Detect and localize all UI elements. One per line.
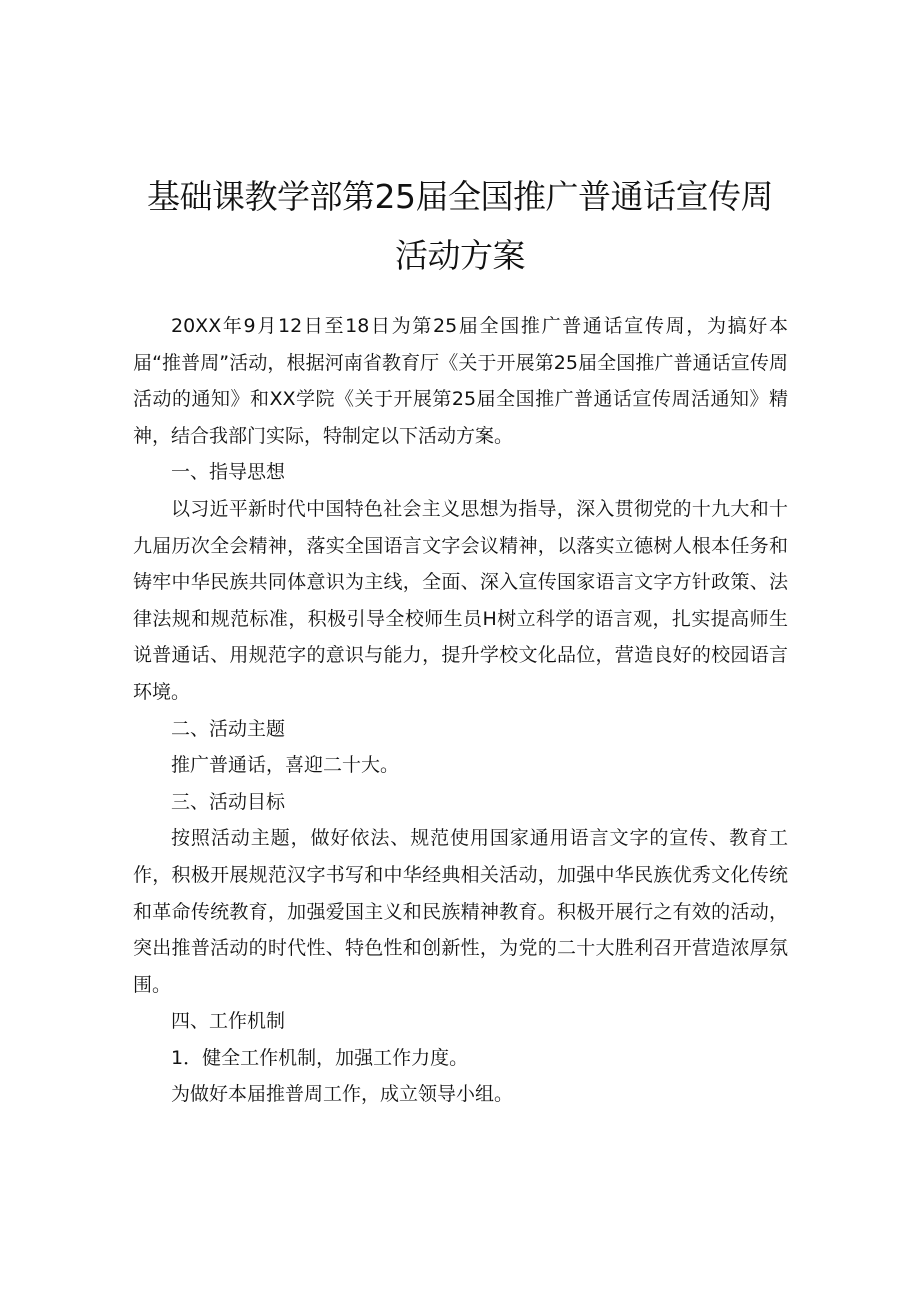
document-title-line-2: 活动方案 [395, 236, 525, 275]
work-mechanism-item-1: 1．健全工作机制，加强工作力度。 [171, 1046, 469, 1069]
section-heading-activity-theme: 二、活动主题 [171, 717, 286, 740]
activity-theme-paragraph: 推广普通话，喜迎二十大。 [171, 754, 400, 777]
document-title-line-1: 基础课教学部第25届全国推广普通话宣传周 [147, 177, 773, 216]
work-mechanism-paragraph: 为做好本届推普周工作，成立领导小组。 [171, 1083, 514, 1106]
guiding-ideology-paragraph: 以习近平新时代中国特色社会主义思想为指导，深入贯彻党的十九大和十九届历次全会精神，落实全国语言文字会议精神，以落实立德树人根本任务和铸牢中华民族共同体意识为主线，全面、深入宣传国家语言文字方针政策、法律法规和规范标准，积极引导全校师生员H树立科学的语言观，扎实提高师生说普通话、用规范字的意识与能力，提升学校文化品位，营造良好的校园语言环境。 [133, 497, 788, 703]
section-heading-activity-goals: 三、活动目标 [171, 790, 286, 813]
section-heading-work-mechanism: 四、工作机制 [171, 1010, 286, 1033]
activity-goals-paragraph: 按照活动主题，做好依法、规范使用国家通用语言文字的宣传、教育工作，积极开展规范汉字书写和中华经典相关活动，加强中华民族优秀文化传统和革命传统教育，加强爱国主义和民族精神教育。积极开展行之有效的活动，突出推普活动的时代性、特色性和创新性，为党的二十大胜利召开营造浓厚氛围。 [133, 827, 788, 996]
intro-paragraph: 20XX年9月12日至18日为第25届全国推广普通话宣传周，为搞好本届“推普周”活动，根据河南省教育厅《关于开展第25届全国推广普通话宣传周活动的通知》和XX学院《关于开展第25届全国推广普通话宣传周活通知》精神，结合我部门实际，特制定以下活动方案。 [133, 315, 788, 447]
section-heading-guiding-ideology: 一、指导思想 [171, 461, 286, 484]
document-body [133, 308, 788, 1113]
